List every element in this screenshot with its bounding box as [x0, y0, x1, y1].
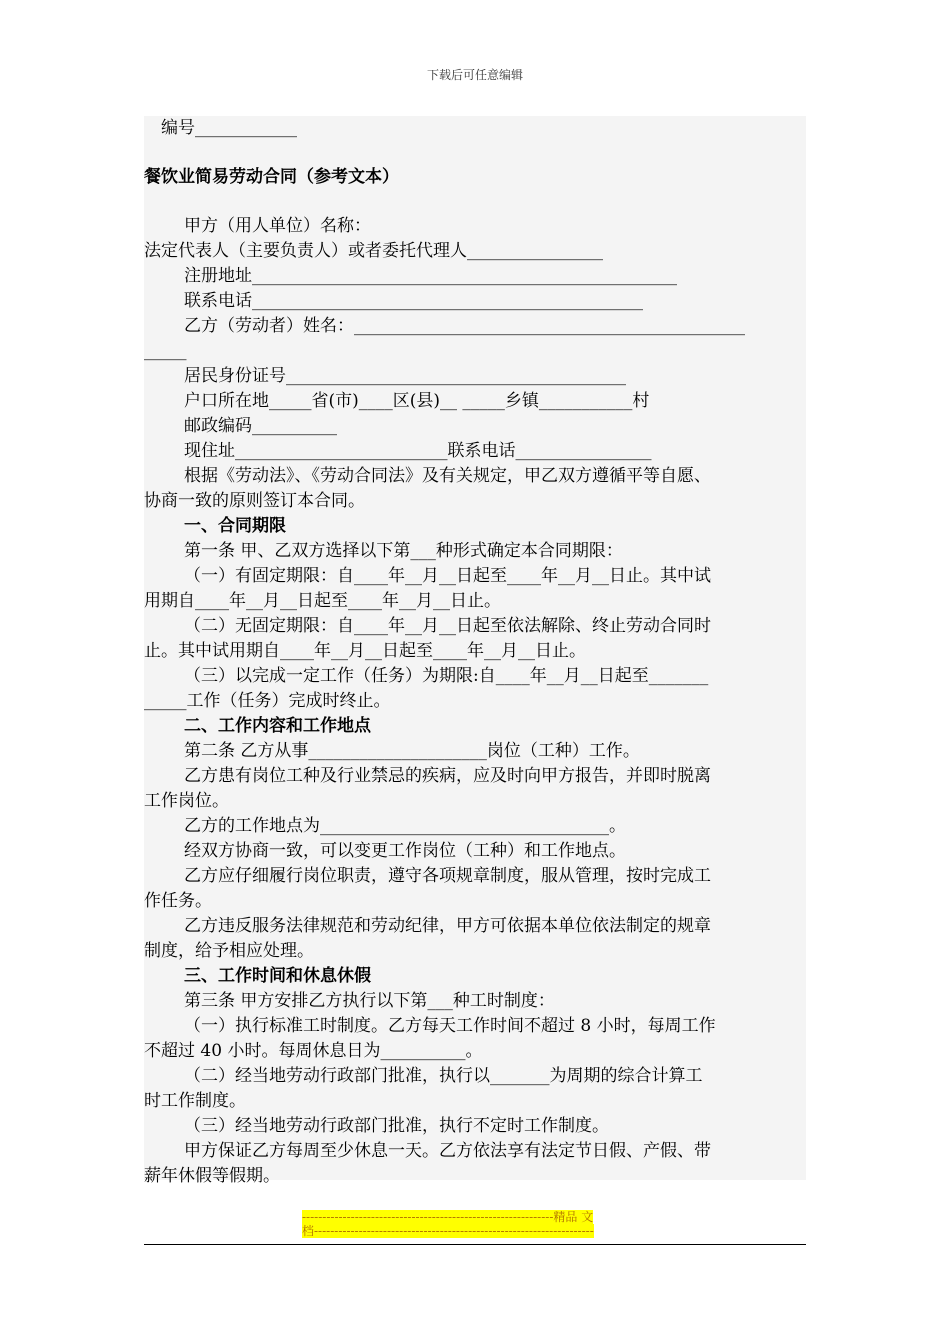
text-line: 乙方患有岗位工种及行业禁忌的疾病，应及时向甲方报告，并即时脱离 [184, 766, 711, 786]
text-line: 协商一致的原则签订本合同。 [144, 491, 365, 511]
text-line: 乙方违反服务法律规范和劳动纪律，甲方可依据本单位依法制定的规章 [184, 916, 711, 936]
text-line: 用期自____年__月__日起至____年__月__日止。 [144, 591, 501, 611]
text-line: 现住址_________________________联系电话________________ [184, 441, 652, 461]
text-line: 乙方应仔细履行岗位职责，遵守各项规章制度，服从管理，按时完成工 [184, 866, 711, 886]
text-line: 经双方协商一致，可以变更工作岗位（工种）和工作地点。 [184, 841, 626, 861]
text-line: 制度，给予相应处理。 [144, 941, 314, 961]
text-line: 注册地址__________________________________________________ [184, 266, 677, 286]
text-line: 编号____________ [144, 118, 297, 138]
text-line: _____ [144, 341, 187, 361]
text-line: 第一条 甲、乙双方选择以下第___种形式确定本合同期限： [184, 541, 623, 561]
section-heading: 三、工作时间和休息休假 [184, 966, 371, 986]
text-line: 法定代表人（主要负责人）或者委托代理人________________ [144, 241, 603, 261]
section-heading: 餐饮业简易劳动合同（参考文本） [144, 167, 399, 187]
footer-line-1: --------------------------------------------------------------精品 文 [302, 1210, 594, 1224]
text-line: 薪年休假等假期。 [144, 1166, 280, 1186]
text-line: （二）经当地劳动行政部门批准，执行以_______为周期的综合计算工 [184, 1066, 703, 1086]
section-heading: 一、合同期限 [184, 516, 286, 536]
section-heading: 二、工作内容和工作地点 [184, 716, 371, 736]
text-line: 时工作制度。 [144, 1091, 246, 1111]
text-line: 作任务。 [144, 891, 212, 911]
text-line: 联系电话______________________________________________ [184, 291, 643, 311]
text-line: 乙方（劳动者）姓名：______________________________________________ [184, 316, 745, 336]
text-line: （二）无固定期限：自____年__月__日起至依法解除、终止劳动合同时 [184, 616, 711, 636]
text-line: 邮政编码__________ [184, 416, 337, 436]
text-line: 根据《劳动法》、《劳动合同法》及有关规定，甲乙双方遵循平等自愿、 [184, 466, 711, 486]
footer-note [302, 1210, 650, 1238]
text-line: 户口所在地_____省(市)____区(县)__ _____乡镇___________村 [184, 391, 650, 411]
text-line: 第三条 甲方安排乙方执行以下第___种工时制度： [184, 991, 555, 1011]
text-line: （一）有固定期限：自____年__月__日起至____年__月__日止。其中试 [184, 566, 711, 586]
text-line: （一）执行标准工时制度。乙方每天工作时间不超过 8 小时，每周工作 [184, 1016, 716, 1036]
footer-line-2: 档--------------------------------------------------------------------- [302, 1224, 594, 1238]
text-line: 甲方保证乙方每周至少休息一天。乙方依法享有法定节日假、产假、带 [184, 1141, 711, 1161]
text-line: _____工作（任务）完成时终止。 [144, 691, 391, 711]
text-line: （三）以完成一定工作（任务）为期限:自____年__月__日起至_______ [184, 666, 709, 686]
text-line: 止。其中试用期自____年__月__日起至____年__月__日止。 [144, 641, 586, 661]
text-line: 甲方（用人单位）名称： [184, 216, 371, 236]
text-line: 第二条 乙方从事_____________________岗位（工种）工作。 [184, 741, 640, 761]
text-line: （三）经当地劳动行政部门批准，执行不定时工作制度。 [184, 1116, 609, 1136]
text-line: 不超过 40 小时。每周休息日为__________。 [144, 1041, 483, 1061]
footer-divider [144, 1244, 806, 1245]
text-line: 居民身份证号________________________________________ [184, 366, 626, 386]
page-header: 下载后可任意编辑 [426, 68, 523, 82]
text-line: 工作岗位。 [144, 791, 229, 811]
text-line: 乙方的工作地点为__________________________________。 [184, 816, 626, 836]
